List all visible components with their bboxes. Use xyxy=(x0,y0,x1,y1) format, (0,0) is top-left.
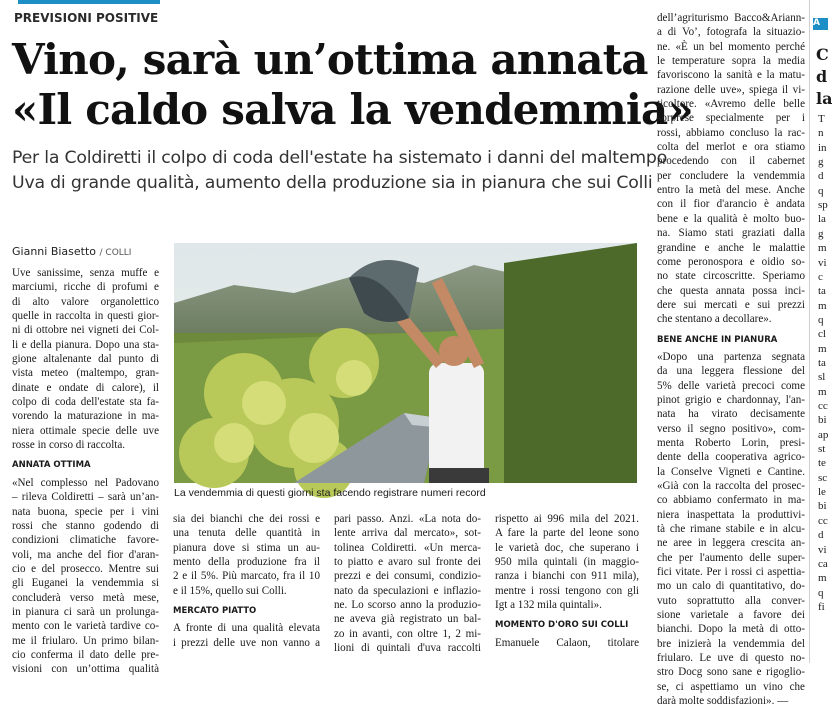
col5-line: dente della cooperativa agrico- xyxy=(657,451,805,464)
col5-line: che questa annata possa inci- xyxy=(657,284,805,297)
col1-line: visioni con un’ottima qualità xyxy=(12,663,159,676)
col1-line: concluderà verso metà mese, xyxy=(12,591,159,604)
col5-line: ticoltore. «Avremo delle belle xyxy=(657,98,805,111)
col5-line: con il fior d'arancio è andata xyxy=(657,198,805,211)
col5-line: bianchi. Dopo la metà di otto- xyxy=(657,623,805,636)
col5-line: ne aree in leggera crescita an- xyxy=(657,537,805,550)
adjacent-text-fragment: vi xyxy=(818,543,827,556)
col5-line: pinot grigio e chardonnay, l'an- xyxy=(657,393,805,406)
deck-line-1: Per la Coldiretti il colpo di coda dell'estate ha sistemato i danni del maltempo xyxy=(12,148,668,168)
adjacent-text-fragment: T xyxy=(818,113,825,125)
adjacent-text-fragment: m xyxy=(818,572,827,585)
col5-line: «Dopo una partenza segnata xyxy=(657,350,805,363)
adjacent-text-fragment: q xyxy=(818,184,824,197)
column-divider xyxy=(809,0,810,663)
vineyard-harvest-photo xyxy=(174,243,637,483)
adjacent-heading-fragment: la xyxy=(816,89,832,108)
col4-line: rispetto ai 996 mila del 2021. xyxy=(495,513,639,525)
adjacent-text-fragment: vi xyxy=(818,256,827,269)
col2-line: sia dei bianchi che dei rossi e xyxy=(173,513,320,525)
col5-line: bre inizierà la vendemmia del xyxy=(657,637,805,650)
col3-line: prezzi e dei consumi, condizio- xyxy=(334,570,481,583)
col5-line: sorprese specialmente per i xyxy=(657,112,805,125)
col5-line: entro la metà del mese. Anche xyxy=(657,184,805,197)
article-photo xyxy=(174,243,637,483)
col3-line: to piatto e avaro sul fronte dei xyxy=(334,556,481,569)
adjacent-heading-fragment: C xyxy=(816,45,829,64)
col5-line: razione delle uve», spiega il vi- xyxy=(657,83,805,96)
col5-line: se, ci aspettiamo un vino che xyxy=(657,680,805,693)
col1-line: di alto valore organolettico xyxy=(12,295,159,308)
col5-line: che stentano a decollare». xyxy=(657,313,772,326)
col5-line: colta del merlot e ora stiamo xyxy=(657,141,805,154)
col5-line: le temperature sopra la media xyxy=(657,55,805,68)
col1-line: rosse in corso di raccolta. xyxy=(12,439,126,452)
byline xyxy=(12,245,131,258)
adjacent-text-fragment: q xyxy=(818,586,824,599)
adjacent-text-fragment: m xyxy=(818,342,827,355)
adjacent-text-fragment: te xyxy=(818,457,826,470)
col1-line: cio e del prosecco. Mentre sui xyxy=(12,562,159,575)
adjacent-text-fragment: sp xyxy=(818,199,828,212)
article-column-5 xyxy=(657,11,805,709)
col4-line: ranza i bianchi con 911 mila), xyxy=(495,570,639,583)
adjacent-text-fragment: q xyxy=(818,313,824,326)
col5-line: grandine e anche le malattie xyxy=(657,241,805,254)
section-accent-bar xyxy=(18,0,160,4)
adjacent-text-fragment: ca xyxy=(818,557,828,570)
col1-line: vorendo la maturazione in ma- xyxy=(12,410,159,423)
col1-line: gli Euganei la vendemmia si xyxy=(12,577,159,590)
adjacent-article-tab-label: A xyxy=(813,18,820,28)
byline-place: / COLLI xyxy=(99,248,132,258)
col3-line: lente arriva dal mercato», sot- xyxy=(334,527,481,540)
col1-line: cio conferma il dato delle pre- xyxy=(12,648,159,661)
adjacent-text-fragment: le xyxy=(818,486,826,499)
col1-line: marciumi, ricche di profumi e xyxy=(12,281,159,294)
col5-line: come peronospora e oidio so- xyxy=(657,255,805,268)
adjacent-text-fragment: d xyxy=(818,529,824,542)
col4-line: le varietà doc, che superano i xyxy=(495,541,639,554)
adjacent-text-fragment: sl xyxy=(818,371,826,384)
col2-line: A fronte di una qualità elevata xyxy=(173,622,320,635)
col3-line: zo in avanti, con oltre 1, 2 mi- xyxy=(334,627,481,640)
col5-line: nata ha virato decisamente xyxy=(657,408,805,421)
headline-line-1: Vino, sarà un’ottima annata xyxy=(12,35,648,84)
adjacent-text-fragment: n xyxy=(818,127,824,140)
col3-line: lioni di quintali d'uva raccolti xyxy=(334,642,481,655)
col1-line: voli, ma anche del fior d'aran- xyxy=(12,548,159,561)
col4-line: Igt a 132 mila quintali». xyxy=(495,599,602,612)
col5-line: fici vitate. Per i rossi ci aspettia- xyxy=(657,566,805,579)
adjacent-text-fragment: m xyxy=(818,242,827,255)
col1-line: in pianura ci sarà un prolunga- xyxy=(12,605,159,618)
col5-line: mo un calo di quantitativo, do- xyxy=(657,580,805,593)
adjacent-text-fragment: bi xyxy=(818,414,827,427)
byline-author: Gianni Biasetto xyxy=(12,245,97,258)
col5-line: na. Siamo stati graziati dalla xyxy=(657,227,805,240)
col5-line: friularo. Le uve di questo no- xyxy=(657,652,805,665)
col3-line: pari passo. Anzi. «La nota do- xyxy=(334,513,481,525)
col5-line: niera inaspettata la produttivi- xyxy=(657,508,805,521)
col5-line: co abbiamo confermato in ma- xyxy=(657,494,805,507)
col2-line: 2 e il 5%. Più marcato, fra il 10 xyxy=(173,570,320,583)
adjacent-text-fragment: cl xyxy=(818,328,826,341)
photo-caption: La vendemmia di questi giorni sta facendo registrare numeri record xyxy=(174,487,486,499)
col5-line: 5% delle varietà precoci come xyxy=(657,379,805,392)
adjacent-text-fragment: m xyxy=(818,299,827,312)
subheading: MOMENTO D'ORO SUI COLLI xyxy=(495,620,629,631)
col5-line: favoriscono la sanità e la matu- xyxy=(657,69,805,82)
adjacent-text-fragment: g xyxy=(818,156,824,169)
adjacent-article-tab xyxy=(813,18,828,30)
adjacent-text-fragment: bi xyxy=(818,500,827,513)
col5-line: la Conselve Vigneti e Cantine. xyxy=(657,465,805,478)
col5-line: «Già con la raccolta del prosec- xyxy=(657,480,805,492)
col3-line: ne aveva già registrato un bal- xyxy=(334,613,481,626)
article-column-4 xyxy=(495,512,639,650)
col1-line: – rileva Coldiretti – sarà un’an- xyxy=(12,491,159,504)
col5-line: no state circoscritte. Speriamo xyxy=(657,270,805,283)
subheading: BENE ANCHE IN PIANURA xyxy=(657,334,778,345)
adjacent-text-fragment: st xyxy=(818,443,826,456)
col1-line: gione altalenante dal punto di xyxy=(12,353,159,366)
col5-line: a di Vo’, fotografa la situazio- xyxy=(657,26,805,39)
deck-line-2: Uva di grande qualità, aumento della produzione sia in pianura che sui Colli xyxy=(12,173,653,193)
article-column-2 xyxy=(173,512,320,650)
col5-line: menta Roberto Lorin, presi- xyxy=(657,436,805,449)
col5-line: bene e la qualità è molto buo- xyxy=(657,212,805,225)
col2-line: una tenuta delle quantità in xyxy=(173,527,320,540)
adjacent-heading-fragment: d xyxy=(816,67,828,86)
adjacent-text-fragment: sc xyxy=(818,471,828,484)
col1-line: nata buona, specie per i vini xyxy=(12,505,159,518)
adjacent-text-fragment: ta xyxy=(818,285,826,298)
col4-line: A fare la parte del leone sono xyxy=(495,527,639,540)
col1-line: rossi che stanno godendo di xyxy=(12,519,159,532)
col5-line: stro Docg sono sane e rigoglio- xyxy=(657,666,805,679)
col5-line: vuto soprattutto alla conver- xyxy=(657,594,805,607)
col5-line: per concludere la vendemmia xyxy=(657,169,805,182)
col1-line: Uve sanissime, senza muffe e xyxy=(12,267,159,279)
col5-line: dere sui mercati e sui prezzi xyxy=(657,298,805,311)
col5-line: tà che rimane stabile e in alcu- xyxy=(657,523,805,536)
adjacent-text-fragment: g xyxy=(818,227,824,240)
adjacent-text-fragment: d xyxy=(818,170,824,183)
col1-line: me il friularo. Un primo bilan- xyxy=(12,634,159,647)
col5-line: dell’agriturismo Bacco&Ariann- xyxy=(657,12,805,24)
adjacent-text-fragment: ap xyxy=(818,428,829,441)
col5-line: verso il segno positivo», com- xyxy=(657,422,805,435)
adjacent-text-fragment: ta xyxy=(818,356,826,369)
col5-line: ne. «È un bel momento perché xyxy=(657,40,805,53)
col1-line: quelle in raccolta in questi gior- xyxy=(12,310,159,323)
col5-line: procedendo con il cabernet xyxy=(657,155,805,168)
col5-line: sione varietale a favore dei xyxy=(657,609,805,622)
col2-line: i prezzi delle uve non vanno a xyxy=(173,636,320,649)
col3-line: ne. Lo scorso anno la produzio- xyxy=(334,599,481,612)
adjacent-text-fragment: cc xyxy=(818,400,828,412)
col5-line: da una leggera flessione del xyxy=(657,365,805,378)
adjacent-text-fragment: c xyxy=(818,270,823,283)
col2-line: pianura dove si stima un au- xyxy=(173,541,320,554)
col1-line: condizioni climatiche favore- xyxy=(12,534,159,547)
col4-line: 950 mila quintali (in maggio- xyxy=(495,556,639,569)
col1-line: dinate e ondate di calore), il xyxy=(12,381,159,394)
adjacent-text-fragment: fi xyxy=(818,600,825,613)
article-column-3 xyxy=(334,512,481,655)
adjacent-text-fragment: m xyxy=(818,385,827,398)
adjacent-text-fragment: in xyxy=(818,141,827,154)
col4-line: Emanuele Calaon, titolare xyxy=(495,636,639,649)
kicker: PREVISIONI POSITIVE xyxy=(14,11,159,25)
col2-line: e il 15%, quello sui Colli. xyxy=(173,584,287,597)
col3-line: nato da speculazioni e inflazio- xyxy=(334,584,481,597)
col1-line: vista meteo (maltempo, gran- xyxy=(12,367,159,380)
col1-line: ni di ottobre nei vigneti dei Col- xyxy=(12,324,159,337)
col4-line: mentre i rossi tengono con gli xyxy=(495,584,639,597)
col1-line: colpo di coda dell'estate sta fa- xyxy=(12,396,159,409)
col1-line: li e della pianura. Dopo una sta- xyxy=(12,338,159,351)
subheading: MERCATO PIATTO xyxy=(173,606,257,617)
col1-line: mento con le varietà tardive co- xyxy=(12,620,159,633)
adjacent-text-fragment: cc xyxy=(818,514,828,527)
col5-line: darà molte soddisfazioni». — xyxy=(657,695,789,708)
article-column-1 xyxy=(12,266,159,677)
adjacent-text-fragment: la xyxy=(818,213,826,226)
headline-line-2: «Il caldo salva la vendemmia» xyxy=(12,85,693,134)
col3-line: tolinea Coldiretti. «Un merca- xyxy=(334,541,481,554)
col5-line: rossi, abbiamo concluso la rac- xyxy=(657,126,805,139)
col1-line: niera ottimale specie delle uve xyxy=(12,424,159,437)
col5-line: che per l'aumento delle super- xyxy=(657,551,805,564)
col1-line: «Nel complesso nel Padovano xyxy=(12,476,159,489)
subheading: ANNATA OTTIMA xyxy=(12,460,91,471)
col2-line: mento della produzione fra il xyxy=(173,556,320,569)
